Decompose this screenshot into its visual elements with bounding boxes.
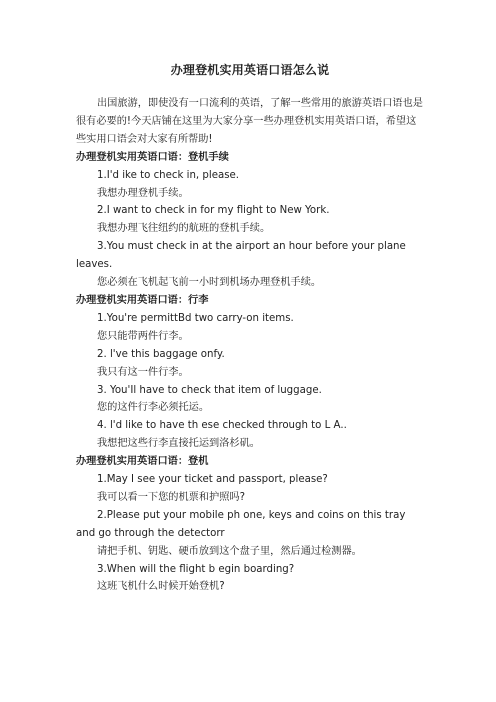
- english-sentence: 2. l've this baggage onfy.: [97, 348, 225, 360]
- section-heading: 办理登机实用英语口语：行李: [76, 294, 209, 306]
- chinese-translation: 我想办理飞往纽约的航班的登机手续。: [97, 223, 271, 235]
- english-sentence: 1.May I see your ticket and passport, please?: [97, 474, 328, 486]
- english-sentence: 3.You must check in at the airport an hour before your plane leaves.: [76, 241, 406, 271]
- chinese-translation: 您必须在飞机起飞前一小时到机场办理登机手续。: [97, 277, 322, 289]
- chinese-translation: 我只有这一件行李。: [97, 366, 189, 378]
- english-sentence: 4. l'd like to have th ese checked through to L A..: [97, 420, 347, 432]
- chinese-translation: 我可以看一下您的机票和护照吗?: [97, 491, 246, 503]
- intro-paragraph: 出国旅游，即使没有一口流利的英语，了解一些常用的旅游英语口语也是很有必要的!今天店铺在这里为大家分享一些办理登机实用英语口语，希望这些实用口语会对大家有所帮助!: [76, 98, 423, 145]
- english-sentence: 3.When will the flight b egin boarding?: [97, 563, 295, 575]
- chinese-translation: 您只能带两件行李。: [97, 330, 189, 342]
- chinese-translation: 这班飞机什么时候开始登机?: [97, 581, 225, 593]
- english-sentence: 3. You'Il have to check that item of luggage.: [97, 384, 322, 396]
- section-heading: 办理登机实用英语口语：登机: [76, 456, 209, 468]
- chinese-translation: 请把手机、钥匙、硬币放到这个盘子里，然后通过检测器。: [97, 545, 362, 557]
- chinese-translation: 我想把这些行李直接托运到洛杉矶。: [97, 438, 260, 450]
- section-check-in: [76, 149, 424, 292]
- english-sentence: 2.I want to check in for my flight to New York.: [97, 205, 330, 217]
- chinese-translation: 我想办理登机手续。: [97, 187, 189, 199]
- english-sentence: 1.You're permittBd two carry-on items.: [97, 312, 294, 324]
- chinese-translation: 您的这件行李必须托运。: [97, 402, 210, 414]
- section-luggage: [76, 292, 424, 453]
- document-title: 办理登机实用英语口语怎么说: [170, 63, 330, 77]
- section-heading: 办理登机实用英语口语：登机手续: [76, 151, 229, 163]
- document-body: [76, 95, 424, 596]
- section-boarding: [76, 453, 424, 596]
- english-sentence: 1.I'd ike to check in, please.: [97, 169, 240, 181]
- english-sentence: 2.Please put your mobile ph one, keys and coins on this tray and go through the detectorr: [76, 509, 406, 539]
